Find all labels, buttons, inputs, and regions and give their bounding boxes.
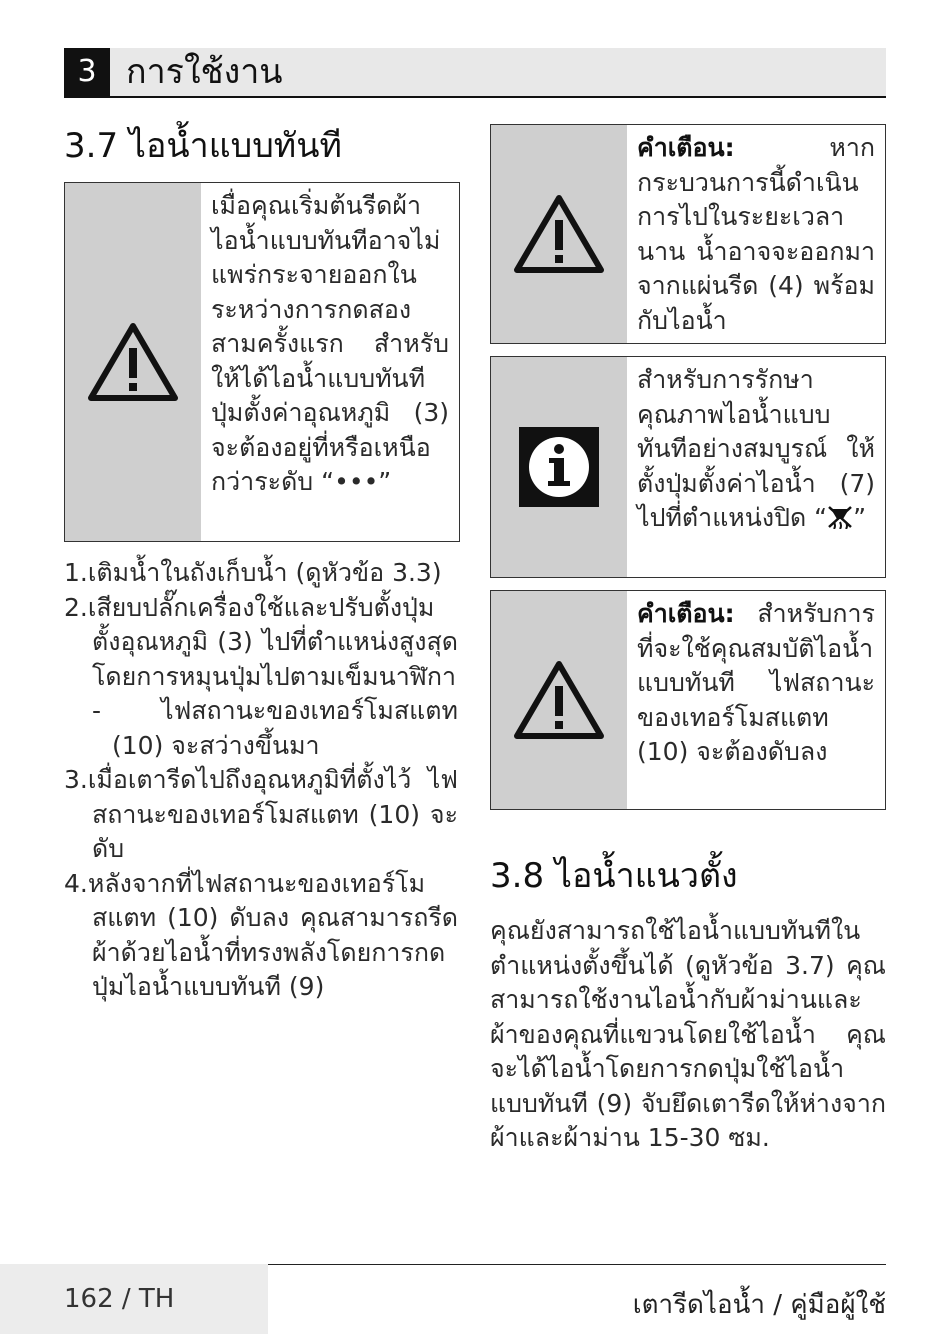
chapter-title: การใช้งาน bbox=[126, 52, 283, 92]
section-38-title: 3.8 ไอน้ำแนวตั้ง bbox=[490, 856, 738, 896]
info-body: สำหรับการรักษาคุณภาพไอน้ำแบบทันทีอย่างสมบูรณ์ ให้ตั้งปุ่มตั้งค่าไอน้ำ (7) ไปที่ตำแหน่งปิด “ bbox=[637, 365, 875, 532]
warning-icon-panel bbox=[491, 591, 627, 809]
list-item: 1.เติมน้ำในถังเก็บน้ำ (ดูหัวข้อ 3.3) bbox=[64, 558, 442, 587]
warning-icon-panel bbox=[491, 125, 627, 343]
list-item: 3.เมื่อเตารีดไปถึงอุณหภูมิที่ตั้งไว้ ไฟสถานะของเทอร์โมสแตท (10) จะดับ bbox=[64, 765, 458, 863]
warning-1-text bbox=[627, 125, 885, 343]
caution-box bbox=[64, 182, 460, 542]
warning-2-body: สำหรับการที่จะใช้คุณสมบัติไอน้ำแบบทันที ไฟสถานะของเทอร์โมสแตท (10) จะต้องดับลง bbox=[637, 599, 875, 766]
info-body-end: ” bbox=[853, 503, 867, 532]
warning-label: คำเตือน: bbox=[637, 133, 735, 162]
warning-box-1 bbox=[490, 124, 886, 344]
document-title: เตารีดไอน้ำ / คู่มือผู้ใช้ bbox=[632, 1290, 886, 1320]
section-37-title: 3.7 ไอน้ำแบบทันที bbox=[64, 126, 342, 166]
info-box bbox=[490, 356, 886, 578]
chapter-header bbox=[64, 48, 886, 98]
section-38-text: คุณยังสามารถใช้ไอน้ำแบบทันทีในตำแหน่งตั้งขึ้นได้ (ดูหัวข้อ 3.7) คุณสามารถใช้งานไอน้ำกับผ้าม่านและผ้าของคุณที่แขวนโดยใช้ไอน้ำ คุณจะได้ไอน้ำโดยการกดปุ่มใช้ไอน้ำแบบทันที (9) จับยึดเตารีดให้ห่างจากผ้าและผ้าม่าน 15-30 ซม. bbox=[490, 916, 886, 1152]
info-icon bbox=[519, 427, 599, 507]
caution-text: เมื่อคุณเริ่มต้นรีดผ้า ไอน้ำแบบทันทีอาจไม่แพร่กระจายออกในระหว่างการกดสองสามครั้งแรก สำหรับให้ได้ไอน้ำแบบทันที ปุ่มตั้งค่าอุณหภูมิ (3) จะต้องอยู่ที่หรือเหนือกว่าระดับ “•••” bbox=[211, 191, 449, 496]
warning-label: คำเตือน: bbox=[637, 599, 735, 628]
list-item: - ไฟสถานะของเทอร์โมสแตท (10) จะสว่างขึ้นมา bbox=[92, 696, 458, 760]
warning-1-body: หากกระบวนการนี้ดำเนินการไปในระยะเวลานาน น้ำอาจจะออกมาจากแผ่นรีด (4) พร้อมกับไอน้ำ bbox=[637, 133, 875, 335]
warning-triangle-icon bbox=[511, 658, 607, 742]
warning-box-2 bbox=[490, 590, 886, 810]
steam-off-icon bbox=[827, 505, 853, 529]
list-item: 4.หลังจากที่ไฟสถานะของเทอร์โมสแตท (10) ดับลง คุณสามารถรีดผ้าด้วยไอน้ำที่ทรงพลังโดยการกดปุ่มไอน้ำแบบทันที (9) bbox=[64, 868, 458, 1001]
info-text bbox=[627, 357, 885, 577]
page-number: 162 / TH bbox=[64, 1284, 175, 1314]
warning-triangle-icon bbox=[511, 192, 607, 276]
steps-list bbox=[64, 556, 458, 1005]
chapter-number: 3 bbox=[64, 48, 110, 96]
caution-icon-panel bbox=[65, 183, 201, 541]
list-item: 2.เสียบปลั๊กเครื่องใช้และปรับตั้งปุ่มตั้งอุณหภูมิ (3) ไปที่ตำแหน่งสูงสุดโดยการหมุนปุ่มไปตามเข็มนาฬิกา bbox=[64, 592, 458, 691]
warning-2-text bbox=[627, 591, 885, 809]
warning-triangle-icon bbox=[85, 320, 181, 404]
info-icon-panel bbox=[491, 357, 627, 577]
footer-divider bbox=[268, 1264, 886, 1265]
